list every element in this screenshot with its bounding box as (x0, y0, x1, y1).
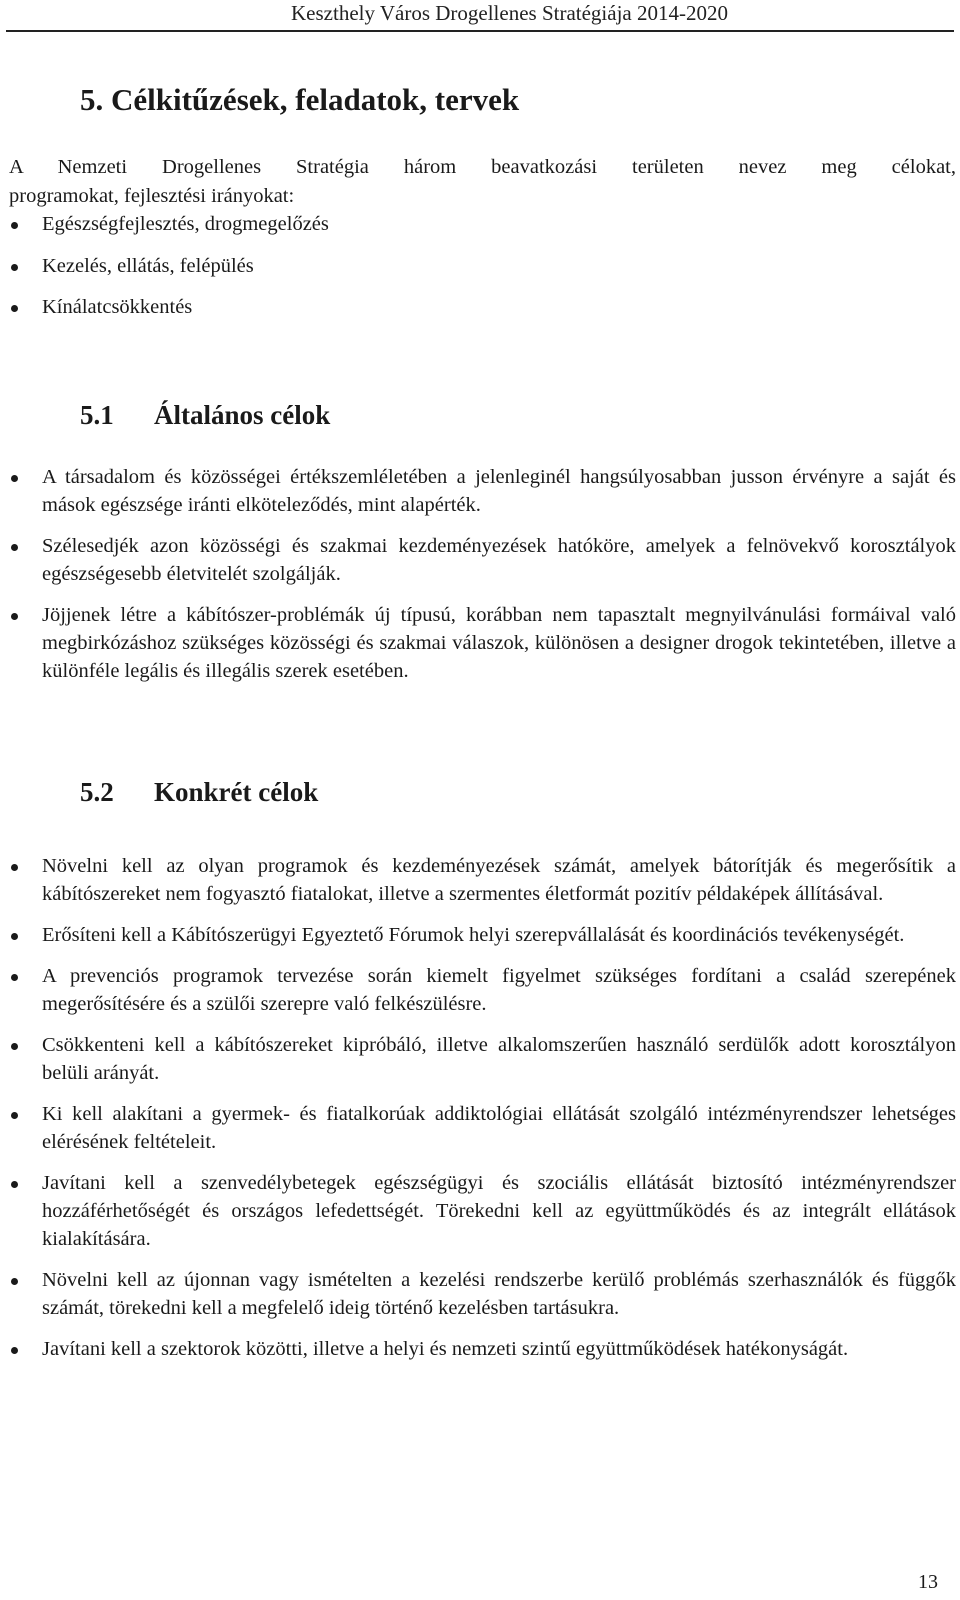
section-title: Konkrét célok (154, 777, 319, 807)
header-divider (6, 30, 954, 32)
general-goals-list (9, 463, 956, 698)
page-number: 13 (918, 1571, 938, 1593)
intro-line-2: programokat, fejlesztési irányokat: (9, 184, 295, 207)
list-item: Kínálatcsökkentés (9, 293, 956, 322)
intro-paragraph (9, 153, 956, 210)
list-item: A társadalom és közösségei értékszemléletében a jelenleginél hangsúlyosabban jusson érvényre a saját és mások egészsége iránti elköteleződés, mint alapérték. (9, 463, 956, 519)
list-item: Javítani kell a szektorok közötti, illetve a helyi és nemzeti szintű együttműködések hatékonyságát. (9, 1335, 956, 1363)
list-item: Növelni kell az újonnan vagy ismételten a kezelési rendszerbe kerülő problémás szerhasználók és függők számát, törekedni kell a megfelelő ideig történő kezelésben tartásukra. (9, 1266, 956, 1322)
intro-line-1: A Nemzeti Drogellenes Stratégia három beavatkozási területen nevez meg célokat, (9, 156, 956, 178)
section-heading-general (80, 398, 330, 432)
list-item: A prevenciós programok tervezése során kiemelt figyelmet szükséges fordítani a család szerepének megerősítésére és a szülői szerepre való felkészülésre. (9, 962, 956, 1018)
running-header: Keszthely Város Drogellenes Stratégiája 2014-2020 (291, 1, 728, 25)
list-item: Növelni kell az olyan programok és kezdeményezések számát, amelyek bátorítják és megerősítik a kábítószereket nem fogyasztó fiatalokat, illetve a szermentes életformát pozitív példaképek állításával. (9, 852, 956, 908)
list-item: Csökkenteni kell a kábítószereket kipróbáló, illetve alkalomszerűen használó serdülők adott korosztályon belüli arányát. (9, 1031, 956, 1087)
section-number: 5.1 (80, 400, 114, 430)
chapter-title: 5. Célkitűzések, feladatok, tervek (80, 82, 520, 117)
intro-list (9, 210, 956, 335)
specific-goals-list (9, 852, 956, 1376)
section-title: Általános célok (154, 400, 331, 430)
list-item: Ki kell alakítani a gyermek- és fiatalkorúak addiktológiai ellátását szolgáló intézményrendszer lehetséges elérésének feltételeit. (9, 1100, 956, 1156)
list-item: Jöjjenek létre a kábítószer-problémák új típusú, korábban nem tapasztalt megnyilvánulási formáival való megbirkózáshoz szükséges közösségi és szakmai válaszok, különösen a designer drogok tekintetében, illetve a különféle legális és illegális szerek esetében. (9, 601, 956, 685)
list-item: Egészségfejlesztés, drogmegelőzés (9, 210, 956, 239)
list-item: Javítani kell a szenvedélybetegek egészségügyi és szociális ellátását biztosító intézményrendszer hozzáférhetőségét és országos lefedettségét. Törekedni kell az együttműködés és az integrált ellátások kialakítására. (9, 1169, 956, 1253)
list-item: Kezelés, ellátás, felépülés (9, 252, 956, 281)
section-number: 5.2 (80, 777, 114, 807)
list-item: Szélesedjék azon közösségi és szakmai kezdeményezések hatóköre, amelyek a felnövekvő korosztályok egészségesebb életvitelét szolgálják. (9, 532, 956, 588)
section-heading-specific (80, 775, 318, 809)
list-item: Erősíteni kell a Kábítószerügyi Egyeztető Fórumok helyi szerepvállalását és koordinációs tevékenységét. (9, 921, 956, 949)
